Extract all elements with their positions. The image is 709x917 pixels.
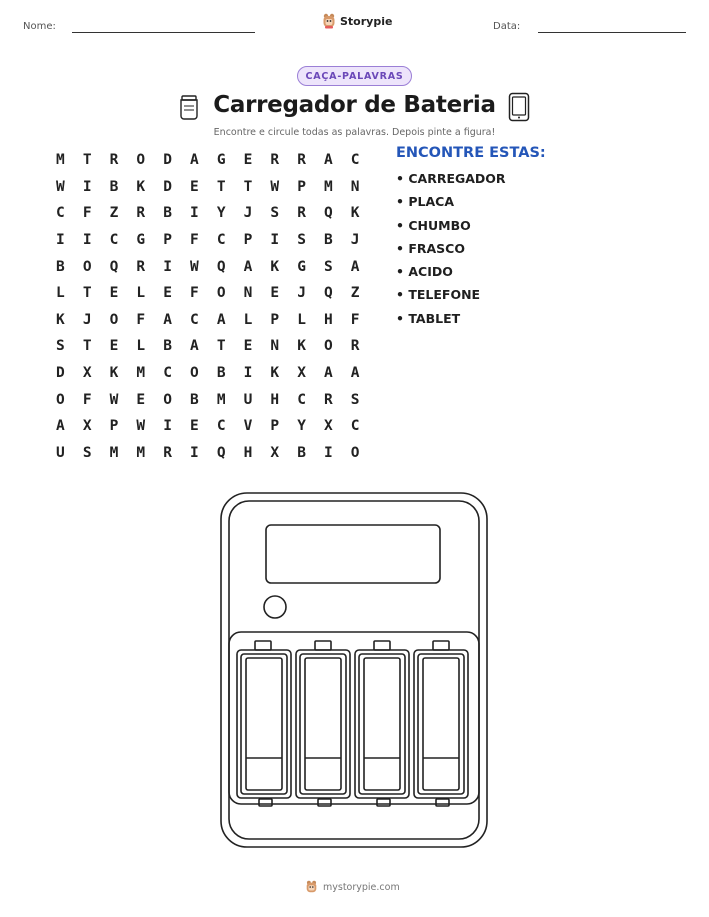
grid-letter: I <box>163 258 172 275</box>
grid-letter: B <box>56 258 65 275</box>
grid-letter: I <box>190 205 199 222</box>
grid-letter: K <box>56 311 65 328</box>
grid-letter: Q <box>109 258 119 275</box>
grid-letter: F <box>82 205 92 222</box>
tablet-icon <box>508 92 530 122</box>
grid-letter: L <box>297 311 306 328</box>
grid-letter: B <box>109 178 119 195</box>
grid-letter: W <box>109 391 119 408</box>
grid-letter: L <box>56 285 65 302</box>
grid-letter: A <box>350 258 360 275</box>
grid-letter: I <box>270 232 280 249</box>
grid-letter: W <box>190 258 199 275</box>
name-line <box>72 32 255 33</box>
grid-letter: R <box>163 444 172 461</box>
grid-letter: L <box>136 285 146 302</box>
grid-letter: M <box>56 152 65 169</box>
grid-letter: J <box>243 205 253 222</box>
grid-letter: M <box>109 444 119 461</box>
grid-letter: I <box>190 444 199 461</box>
date-line <box>538 32 686 33</box>
grid-letter: M <box>136 365 146 382</box>
grid-letter: K <box>109 365 119 382</box>
grid-letter: K <box>297 338 306 355</box>
grid-letter: C <box>297 391 306 408</box>
battery-1 <box>241 641 287 794</box>
grid-letter: O <box>216 285 226 302</box>
grid-letter: O <box>324 338 333 355</box>
grid-letter: O <box>56 391 65 408</box>
battery-3 <box>359 641 405 794</box>
grid-letter: E <box>243 152 253 169</box>
grid-letter: J <box>350 232 360 249</box>
grid-letter: P <box>163 232 172 249</box>
grid-letter: V <box>243 418 253 435</box>
grid-letter: S <box>297 232 306 249</box>
grid-letter: P <box>270 418 280 435</box>
grid-letter: G <box>136 232 146 249</box>
word-list-item: • CARREGADOR <box>396 171 506 194</box>
grid-letter: C <box>350 418 360 435</box>
grid-letter: L <box>243 311 253 328</box>
grid-letter: S <box>82 444 92 461</box>
category-badge: CAÇA-PALAVRAS <box>297 66 412 86</box>
storypie-logo-icon <box>322 13 336 29</box>
grid-letter: P <box>297 178 306 195</box>
grid-letter: L <box>136 338 146 355</box>
grid-letter: X <box>324 418 333 435</box>
grid-letter: W <box>270 178 280 195</box>
grid-letter: S <box>324 258 333 275</box>
grid-letter: I <box>82 232 92 249</box>
grid-letter: R <box>270 152 280 169</box>
grid-letter: K <box>350 205 360 222</box>
grid-letter: E <box>190 178 199 195</box>
grid-letter: I <box>56 232 65 249</box>
grid-letter: H <box>324 311 333 328</box>
word-list <box>396 171 506 334</box>
grid-letter: X <box>82 418 92 435</box>
grid-letter: I <box>243 365 253 382</box>
grid-letter: S <box>56 338 65 355</box>
grid-letter: B <box>216 365 226 382</box>
grid-letter: A <box>350 365 360 382</box>
grid-letter: X <box>297 365 306 382</box>
grid-letter: A <box>216 311 226 328</box>
grid-letter: T <box>243 178 253 195</box>
grid-letter: E <box>243 338 253 355</box>
date-label: Data: <box>493 21 521 32</box>
grid-letter: C <box>56 205 65 222</box>
grid-letter: F <box>190 285 199 302</box>
grid-letter: C <box>350 152 360 169</box>
storypie-footer-icon <box>305 880 318 894</box>
grid-letter: A <box>56 418 65 435</box>
instructions: Encontre e circule todas as palavras. Depois pinte a figura! <box>213 127 496 138</box>
grid-letter: E <box>190 418 199 435</box>
grid-letter: S <box>350 391 360 408</box>
grid-letter: W <box>136 418 146 435</box>
grid-letter: A <box>324 365 333 382</box>
grid-letter: A <box>190 152 199 169</box>
grid-letter: A <box>163 311 172 328</box>
grid-letter: M <box>216 391 226 408</box>
word-list-item: • FRASCO <box>396 241 506 264</box>
grid-letter: Y <box>297 418 306 435</box>
grid-letter: I <box>324 444 333 461</box>
grid-letter: F <box>190 232 199 249</box>
grid-letter: U <box>243 391 253 408</box>
grid-letter: R <box>350 338 360 355</box>
battery-2 <box>300 641 346 794</box>
grid-letter: B <box>163 205 172 222</box>
grid-letter: A <box>243 258 253 275</box>
grid-letter: D <box>163 152 172 169</box>
grid-letter: N <box>270 338 280 355</box>
brand-name: Storypie <box>340 14 393 28</box>
grid-letter: I <box>82 178 92 195</box>
grid-letter: Q <box>324 205 333 222</box>
grid-letter: B <box>163 338 172 355</box>
word-list-item: • TABLET <box>396 311 506 334</box>
grid-letter: C <box>190 311 199 328</box>
grid-letter: H <box>270 391 280 408</box>
grid-letter: K <box>136 178 146 195</box>
grid-letter: K <box>270 258 280 275</box>
grid-letter: B <box>190 391 199 408</box>
battery-slots <box>237 650 468 798</box>
grid-letter: A <box>324 152 333 169</box>
grid-letter: M <box>324 178 333 195</box>
word-search-grid <box>47 147 369 466</box>
grid-letter: C <box>216 418 226 435</box>
grid-letter: W <box>56 178 65 195</box>
grid-letter: X <box>270 444 280 461</box>
grid-letter: R <box>297 152 306 169</box>
grid-letter: R <box>136 258 146 275</box>
name-label: Nome: <box>23 21 56 32</box>
grid-letter: C <box>216 232 226 249</box>
grid-letter: Z <box>350 285 360 302</box>
grid-letter: Q <box>216 444 226 461</box>
grid-letter: E <box>163 285 172 302</box>
grid-letter: R <box>109 152 119 169</box>
grid-letter: Q <box>216 258 226 275</box>
grid-letter: E <box>109 338 119 355</box>
grid-letter: N <box>243 285 253 302</box>
grid-letter: C <box>163 365 172 382</box>
grid-letter: P <box>270 311 280 328</box>
grid-letter: O <box>163 391 172 408</box>
word-list-item: • TELEFONE <box>396 287 506 310</box>
grid-letter: T <box>216 338 226 355</box>
grid-letter: F <box>350 311 360 328</box>
grid-letter: G <box>297 258 306 275</box>
grid-letter: P <box>243 232 253 249</box>
grid-letter: D <box>56 365 65 382</box>
battery-4 <box>418 641 464 794</box>
grid-letter: B <box>297 444 306 461</box>
grid-letter: R <box>136 205 146 222</box>
grid-letter: E <box>109 285 119 302</box>
grid-letter: O <box>136 152 146 169</box>
grid-letter: I <box>163 418 172 435</box>
grid-letter: N <box>350 178 360 195</box>
grid-letter: O <box>350 444 360 461</box>
grid-letter: J <box>82 311 92 328</box>
word-list-item: • CHUMBO <box>396 218 506 241</box>
grid-letter: A <box>190 338 199 355</box>
grid-letter: T <box>82 285 92 302</box>
grid-letter: R <box>324 391 333 408</box>
footer-url: mystorypie.com <box>323 881 400 893</box>
grid-letter: E <box>270 285 280 302</box>
grid-letter: Q <box>324 285 333 302</box>
grid-letter: X <box>82 365 92 382</box>
footer <box>305 880 400 894</box>
brand <box>322 13 392 29</box>
grid-letter: B <box>324 232 333 249</box>
grid-letter: M <box>136 444 146 461</box>
page-title: Carregador de Bateria <box>213 92 496 118</box>
grid-letter: O <box>109 311 119 328</box>
grid-letter: Y <box>216 205 226 222</box>
grid-letter: T <box>82 338 92 355</box>
grid-letter: F <box>82 391 92 408</box>
grid-letter: O <box>190 365 199 382</box>
grid-letter: U <box>56 444 65 461</box>
grid-letter: K <box>270 365 280 382</box>
grid-letter: C <box>109 232 119 249</box>
grid-letter: F <box>136 311 146 328</box>
grid-letter: T <box>216 178 226 195</box>
grid-letter: T <box>82 152 92 169</box>
grid-letter: S <box>270 205 280 222</box>
grid-letter: O <box>82 258 92 275</box>
grid-letter: P <box>109 418 119 435</box>
grid-letter: H <box>243 444 253 461</box>
word-list-item: • ACIDO <box>396 264 506 287</box>
grid-letter: J <box>297 285 306 302</box>
battery-charger-illustration <box>218 490 490 850</box>
grid-letter: E <box>136 391 146 408</box>
grid-letter: G <box>216 152 226 169</box>
grid-letter: D <box>163 178 172 195</box>
word-list-title: ENCONTRE ESTAS: <box>396 145 546 161</box>
grid-letter: R <box>297 205 306 222</box>
grid-letter: Z <box>109 205 119 222</box>
word-list-item: • PLACA <box>396 194 506 217</box>
